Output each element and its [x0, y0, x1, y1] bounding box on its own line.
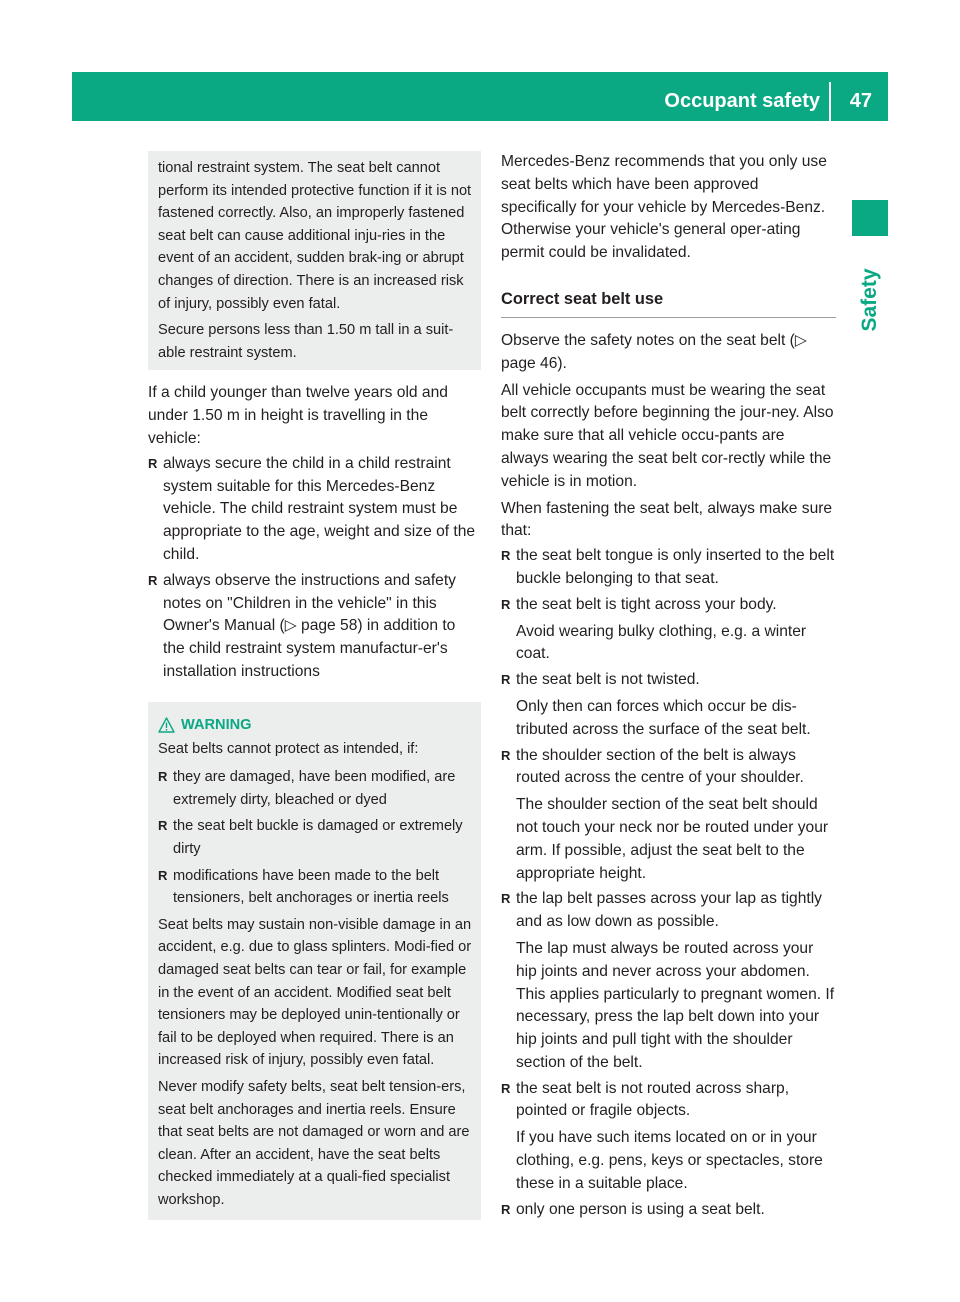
page-number: 47	[849, 90, 872, 112]
bullet-marker: R	[148, 455, 158, 471]
note-paragraph-2: Secure persons less than 1.50 m tall in a suit-able restraint system.	[158, 322, 454, 361]
safety-notes-paragraph: Observe the safety notes on the seat belt (▷ page 46).	[501, 331, 807, 372]
left-column	[148, 151, 481, 1220]
bullet-marker: R	[158, 769, 168, 785]
header-divider	[829, 82, 831, 121]
occupants-paragraph: All vehicle occupants must be wearing the seat belt correctly before beginning the jour-ney. Also make sure that all vehicle occu-pants are always wearing the seat belt cor-rectly while the vehicle is in motion.	[501, 381, 834, 490]
bullet-marker: R	[501, 747, 511, 763]
fastening-bullet-list	[501, 545, 836, 1221]
fastening-paragraph: When fastening the seat belt, always make sure that:	[501, 499, 833, 540]
section-heading: Correct seat belt use	[501, 287, 836, 318]
note-paragraph-1: tional restraint system. The seat belt cannot perform its intended protective function if it is not fastened correctly. Also, an improperly fastened seat belt can cause additional inju-ries in the event of an accident, sudden brak-ing or abrupt changes of direction. There is an increased risk of injury, possibly even fatal.	[158, 160, 472, 312]
section-title: Occupant safety	[664, 90, 820, 112]
list-item: R always observe the instructions and safety notes on "Children in the vehicle" in this Owner's Manual (▷ page 58) in addition to the child restraint system manufactur-er's installation instructions	[148, 571, 456, 680]
child-intro: If a child younger than twelve years old and under 1.50 m in height is travelling in the vehicle:	[148, 384, 448, 447]
bullet-marker: R	[501, 596, 511, 612]
list-item: R the seat belt is not routed across sharp, pointed or fragile objects. If you have such items located on or in your clothing, e.g. pens, keys or spectacles, store these in a suitable place.	[501, 1078, 836, 1196]
list-item: R the seat belt is not twisted. Only then can forces which occur be dis-tributed across the surface of the seat belt.	[501, 669, 836, 741]
bullet-marker: R	[158, 867, 168, 883]
bullet-marker: R	[501, 548, 511, 564]
bullet-marker: R	[501, 1201, 511, 1217]
header-bar	[72, 72, 888, 121]
child-section	[148, 382, 481, 683]
warning-heading: WARNING	[158, 714, 473, 736]
warning-paragraph-1: Seat belts may sustain non-visible damage in an accident, e.g. due to glass splinters. Modi-fied or damaged seat belts can tear or fail, for example in the event of an accident. Modified seat belt tensioners may be deployed unin-tentionally or fail to be deployed when required. There is an increased risk of injury, possibly even fatal.	[158, 916, 472, 1069]
list-item: R the lap belt passes across your lap as tightly and as low down as possible. The lap must always be routed across your hip joints and never across your abdomen. This applies particularly to pregnant women. If necessary, press the lap belt down into your hip joints and pull tight with the shoulder section of the belt.	[501, 888, 836, 1074]
bullet-marker: R	[501, 672, 511, 688]
list-item: R the seat belt buckle is damaged or extremely dirty	[158, 815, 473, 860]
list-item-detail: If you have such items located on or in your clothing, e.g. pens, keys or spectacles, store these in a suitable place.	[516, 1129, 823, 1192]
chapter-tab-label: Safety	[858, 268, 881, 332]
child-bullet-list	[148, 453, 481, 684]
warning-triangle-icon	[158, 717, 175, 733]
list-item-detail: The lap must always be routed across your hip joints and never across your abdomen. This applies particularly to pregnant women. If necessary, press the lap belt down into your hip joints and pull tight with the shoulder section of the belt.	[516, 939, 835, 1071]
note-box-continued	[148, 151, 481, 370]
chapter-tab-marker	[852, 200, 888, 236]
warning-intro: Seat belts cannot protect as intended, if:	[158, 740, 419, 757]
list-item-detail: Avoid wearing bulky clothing, e.g. a winter coat.	[516, 622, 807, 663]
list-item: R the seat belt tongue is only inserted to the belt buckle belonging to that seat.	[501, 547, 835, 587]
right-column	[501, 151, 836, 1224]
list-item: R only one person is using a seat belt.	[501, 1199, 836, 1222]
list-item: R the seat belt is tight across your body. Avoid wearing bulky clothing, e.g. a winter coat.	[501, 594, 836, 666]
list-item: R they are damaged, have been modified, are extremely dirty, bleached or dyed	[158, 766, 473, 811]
warning-paragraph-2: Never modify safety belts, seat belt tension-ers, seat belt anchorages and inertia reels. Ensure that seat belts are not damaged or worn and are clean. After an accident, have the seat belts checked immediately at a quali-fied specialist workshop.	[158, 1079, 470, 1208]
recommendation-paragraph: Mercedes-Benz recommends that you only use seat belts which have been approved specifically for your vehicle by Mercedes-Benz. Otherwise your vehicle's general oper-ating permit could be invalidated.	[501, 153, 827, 262]
list-item-detail: The shoulder section of the seat belt should not touch your neck nor be routed under your arm. If possible, adjust the seat belt to the appropriate height.	[516, 796, 829, 882]
list-item: R modifications have been made to the belt tensioners, belt anchorages or inertia reels	[158, 865, 473, 910]
list-item-detail: Only then can forces which occur be dis-tributed across the surface of the seat belt.	[516, 697, 811, 738]
list-item: R always secure the child in a child restraint system suitable for this Mercedes-Benz vehicle. The child restraint system must be appropriate to the age, weight and size of the child.	[148, 454, 476, 563]
bullet-marker: R	[501, 1080, 511, 1096]
bullet-marker: R	[158, 818, 168, 834]
warning-bullet-list	[158, 766, 473, 910]
bullet-marker: R	[501, 891, 511, 907]
bullet-marker: R	[148, 572, 158, 588]
list-item: R the shoulder section of the belt is always routed across the centre of your shoulder. The shoulder section of the seat belt should not touch your neck nor be routed under your arm. If possible, adjust the seat belt to the appropriate height.	[501, 745, 836, 886]
warning-box	[148, 702, 481, 1220]
